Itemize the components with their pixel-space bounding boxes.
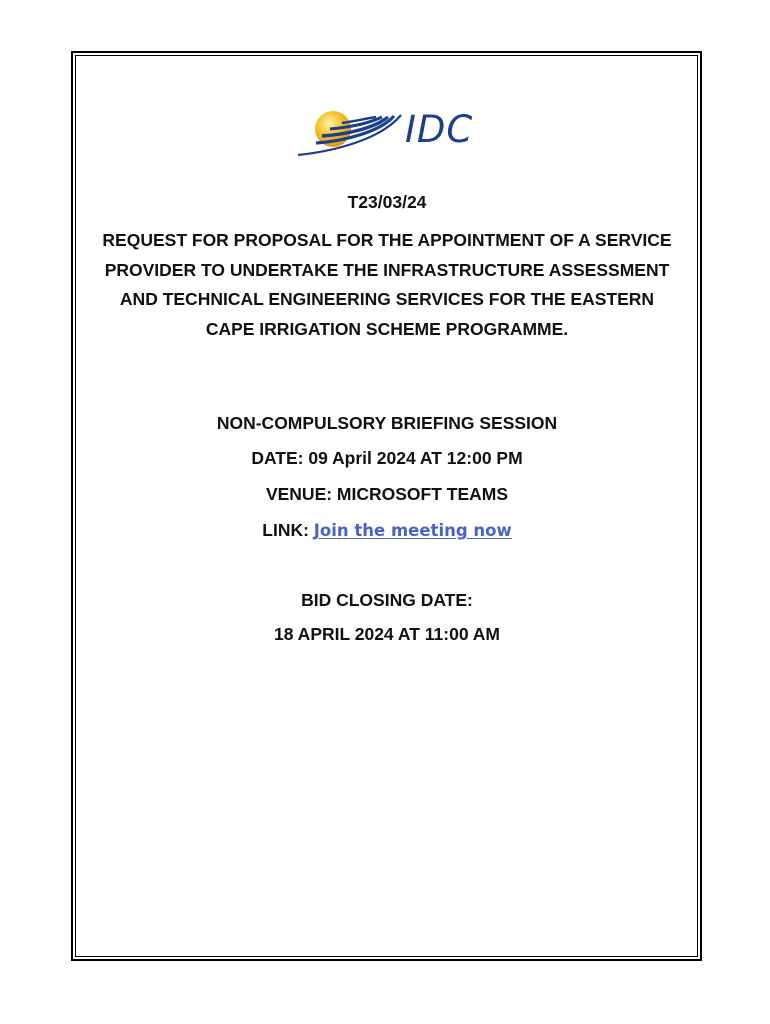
meeting-link-label: LINK: <box>262 520 314 540</box>
tender-reference: T23/03/24 <box>347 192 427 212</box>
bid-closing-label: BID CLOSING DATE: <box>301 590 473 610</box>
document-title: REQUEST FOR PROPOSAL FOR THE APPOINTMENT OF A SERVICE PROVIDER TO UNDERTAKE THE INFRASTRUCTURE ASSESSMENT AND TECHNICAL ENGINEERING SERVICES FOR THE EASTERN CAPE IRRIGATION SCHEME PROGRAMME. <box>102 230 672 339</box>
meeting-link-line <box>76 520 698 541</box>
page-border-inner <box>75 55 698 957</box>
logo-wordmark: IDC <box>405 108 474 151</box>
bid-closing-date: 18 APRIL 2024 AT 11:00 AM <box>274 624 500 644</box>
join-meeting-link[interactable]: Join the meeting now <box>313 521 512 540</box>
briefing-date: DATE: 09 April 2024 AT 12:00 PM <box>251 448 523 468</box>
briefing-venue: VENUE: MICROSOFT TEAMS <box>265 484 509 504</box>
briefing-session-heading: NON-COMPULSORY BRIEFING SESSION <box>216 413 558 433</box>
